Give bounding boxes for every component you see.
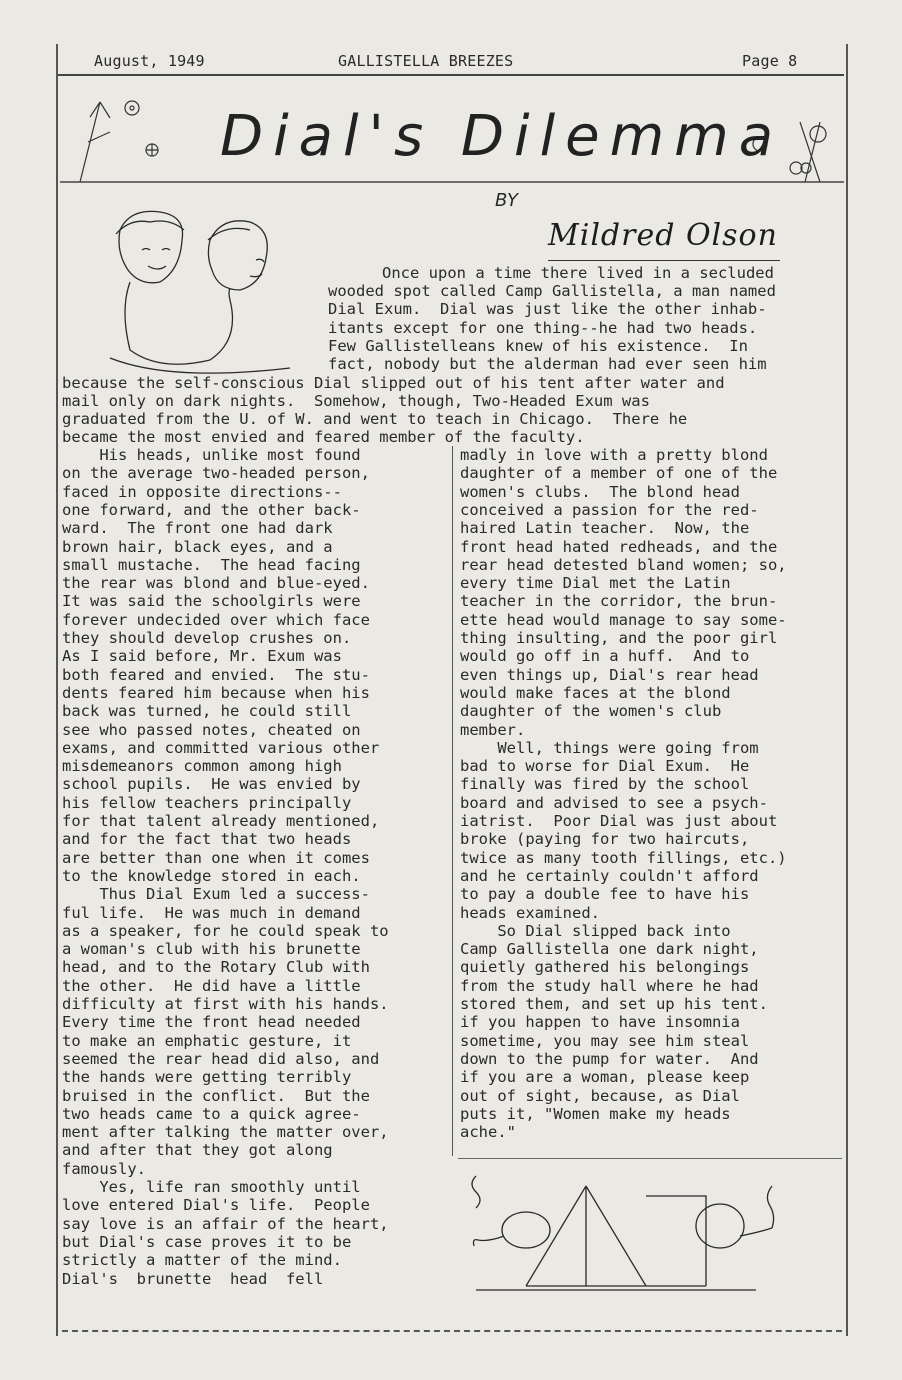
- column-line: conceived a passion for the red-: [460, 500, 759, 519]
- column-line: school pupils. He was envied by: [62, 775, 361, 794]
- publication-name: GALLISTELLA BREEZES: [338, 52, 514, 70]
- column-line: haired Latin teacher. Now, the: [460, 519, 750, 538]
- column-line: and for the fact that two heads: [62, 830, 352, 849]
- article-title: Dial's Dilemma: [220, 104, 784, 169]
- column-line: say love is an affair of the heart,: [62, 1214, 389, 1233]
- page-number: Page 8: [742, 52, 798, 70]
- column-line: daughter of a member of one of the: [460, 464, 778, 483]
- column-line: ward. The front one had dark: [62, 519, 333, 538]
- column-line: as a speaker, for he could speak to: [62, 921, 389, 940]
- column-line: ment after talking the matter over,: [62, 1123, 389, 1142]
- column-line: two heads came to a quick agree-: [62, 1104, 361, 1123]
- column-line: Every time the front head needed: [62, 1013, 361, 1032]
- column-line: bad to worse for Dial Exum. He: [460, 757, 750, 776]
- body-line: graduated from the U. of W. and went to teach in Chicago. There he: [62, 410, 688, 428]
- column-line: famously.: [62, 1159, 146, 1178]
- column-line: twice as many tooth fillings, etc.): [460, 848, 787, 867]
- column-line: to the knowledge stored in each.: [62, 866, 361, 885]
- column-line: would go off in a huff. And to: [460, 647, 750, 666]
- column-line: faced in opposite directions--: [62, 482, 342, 501]
- column-line: they should develop crushes on.: [62, 629, 352, 647]
- column-line: women's clubs. The blond head: [460, 482, 740, 501]
- column-line: small mustache. The head facing: [62, 555, 361, 574]
- column-line: out of sight, because, as Dial: [460, 1086, 740, 1105]
- intro-line: Dial Exum. Dial was just like the other inhab-: [328, 300, 767, 318]
- body-line: mail only on dark nights. Somehow, though, Two-Headed Exum was: [62, 392, 650, 410]
- tent-illustration: [456, 1166, 796, 1306]
- column-line: a woman's club with his brunette: [62, 940, 361, 959]
- column-line: brown hair, black eyes, and a: [62, 537, 333, 556]
- column-line: finally was fired by the school: [460, 775, 750, 794]
- column-line: ache.": [460, 1123, 516, 1142]
- column-line: to pay a double fee to have his: [460, 885, 750, 904]
- column-line: his fellow teachers principally: [62, 793, 352, 812]
- column-line: love entered Dial's life. People: [62, 1196, 370, 1215]
- column-line: So Dial slipped back into: [460, 921, 731, 940]
- column-line: if you happen to have insomnia: [460, 1013, 740, 1032]
- column-line: strictly a matter of the mind.: [62, 1251, 342, 1270]
- column-line: misdemeanors common among high: [62, 757, 342, 776]
- body-line: because the self-conscious Dial slipped out of his tent after water and: [62, 374, 725, 392]
- column-line: but Dial's case proves it to be: [62, 1232, 352, 1251]
- column-line: daughter of the women's club: [460, 702, 722, 721]
- intro-line: fact, nobody but the alderman had ever seen him: [328, 355, 767, 373]
- column-line: head, and to the Rotary Club with: [62, 958, 370, 977]
- column-line: seemed the rear head did also, and: [62, 1049, 380, 1068]
- column-line: forever undecided over which face: [62, 610, 370, 629]
- column-line: Well, things were going from: [460, 738, 759, 757]
- column-line: even things up, Dial's rear head: [460, 665, 759, 684]
- intro-line: Once upon a time there lived in a secluded: [382, 264, 774, 282]
- issue-date: August, 1949: [94, 52, 205, 70]
- column-line: madly in love with a pretty blond: [460, 446, 768, 464]
- column-line: on the average two-headed person,: [62, 464, 370, 483]
- column-line: the rear was blond and blue-eyed.: [62, 574, 370, 593]
- column-line: if you are a woman, please keep: [460, 1068, 750, 1087]
- column-line: see who passed notes, cheated on: [62, 720, 361, 739]
- column-line: Thus Dial Exum led a success-: [62, 885, 370, 904]
- column-line: would make faces at the blond: [460, 683, 731, 702]
- column-line: thing insulting, and the poor girl: [460, 629, 778, 647]
- column-line: ette head would manage to say some-: [460, 610, 787, 629]
- column-line: iatrist. Poor Dial was just about: [460, 812, 778, 830]
- body-line: became the most envied and feared member of the faculty.: [62, 428, 585, 446]
- column-line: one forward, and the other back-: [62, 500, 361, 519]
- column-line: and after that they got along: [62, 1141, 333, 1160]
- intro-line: wooded spot called Camp Gallistella, a man named: [328, 282, 776, 300]
- column-line: board and advised to see a psych-: [460, 793, 768, 812]
- column-divider: [452, 446, 453, 1156]
- column-line: both feared and envied. The stu-: [62, 665, 370, 684]
- column-line: difficulty at first with his hands.: [62, 995, 389, 1013]
- column-line: Dial's brunette head fell: [62, 1269, 324, 1288]
- column-line: Camp Gallistella one dark night,: [460, 940, 759, 959]
- column-line: are better than one when it comes: [62, 848, 370, 867]
- two-headed-man-illustration: [90, 200, 330, 382]
- intro-line: itants except for one thing--he had two heads.: [328, 319, 758, 337]
- column-line: As I said before, Mr. Exum was: [62, 647, 342, 666]
- author-signature: Mildred Olson: [548, 218, 778, 253]
- column-line: teacher in the corridor, the brun-: [460, 592, 778, 611]
- column-line: puts it, "Women make my heads: [460, 1104, 731, 1123]
- illustration-frame-rule: [458, 1158, 842, 1159]
- column-line: bruised in the conflict. But the: [62, 1086, 370, 1105]
- column-line: ful life. He was much in demand: [62, 903, 361, 922]
- column-line: front head hated redheads, and the: [460, 537, 778, 556]
- column-line: the other. He did have a little: [62, 976, 361, 995]
- column-line: rear head detested bland women; so,: [460, 555, 787, 574]
- column-line: dents feared him because when his: [62, 683, 370, 702]
- column-line: from the study hall where he had: [460, 976, 759, 995]
- column-line: stored them, and set up his tent.: [460, 995, 768, 1013]
- column-line: His heads, unlike most found: [62, 446, 361, 464]
- intro-line: Few Gallistelleans knew of his existence. In: [328, 337, 748, 355]
- column-line: to make an emphatic gesture, it: [62, 1031, 352, 1050]
- column-line: for that talent already mentioned,: [62, 812, 380, 830]
- column-line: and he certainly couldn't afford: [460, 866, 759, 885]
- column-line: quietly gathered his belongings: [460, 958, 750, 977]
- column-line: back was turned, he could still: [62, 702, 352, 721]
- column-line: sometime, you may see him steal: [460, 1031, 750, 1050]
- column-line: member.: [460, 720, 526, 739]
- page-bottom-rule: [62, 1330, 842, 1342]
- signature-underline: [548, 260, 780, 261]
- column-line: exams, and committed various other: [62, 738, 380, 757]
- masthead-rule: [58, 74, 844, 76]
- column-line: Yes, life ran smoothly until: [62, 1178, 361, 1196]
- column-line: heads examined.: [460, 903, 600, 922]
- column-line: down to the pump for water. And: [460, 1049, 759, 1068]
- column-line: every time Dial met the Latin: [460, 574, 731, 593]
- column-line: broke (paying for two haircuts,: [460, 830, 750, 849]
- column-line: It was said the schoolgirls were: [62, 592, 361, 611]
- column-line: the hands were getting terribly: [62, 1068, 352, 1087]
- byline-label: BY: [495, 190, 519, 211]
